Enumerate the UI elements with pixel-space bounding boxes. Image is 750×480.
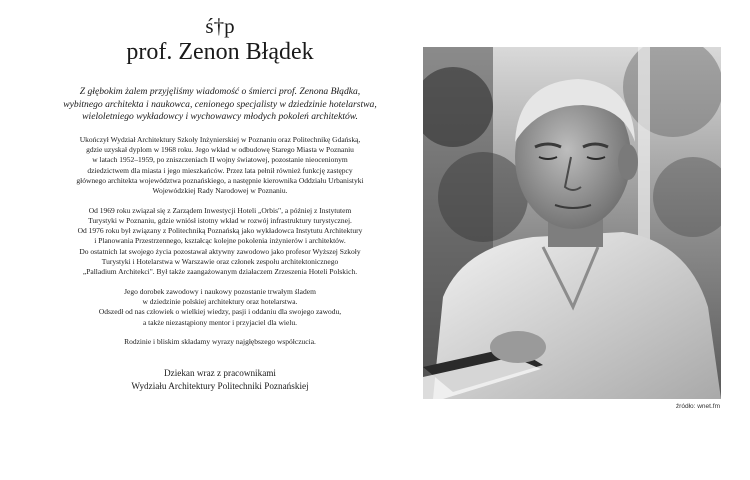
text-line: a także niezastąpiony mentor i przyjaciel dla wielu. xyxy=(142,317,298,327)
legacy-paragraph xyxy=(40,287,400,328)
text-line: w latach 1952–1959, po zniszczeniach II wojny światowej, pozostanie nieocenionym xyxy=(92,155,348,165)
biography-paragraph-1 xyxy=(40,135,400,197)
text-line: gdzie uzyskał dyplom w 1968 roku. Jego wkład w odbudowę Starego Miasta w Poznaniu xyxy=(86,145,354,155)
text-line: „Palladium Architekci". Był także zaangażowanym działaczem Zrzeszenia Hoteli Polskich. xyxy=(82,267,358,277)
lead-paragraph xyxy=(40,86,400,124)
memorial-symbol: ś†p xyxy=(205,14,235,38)
text-line: Ukończył Wydział Architektury Szkoły Inżynierskiej w Poznaniu oraz Politechnikę Gdańską, xyxy=(79,134,361,144)
text-line: Wojewódzkiej Rady Narodowej w Poznaniu. xyxy=(152,186,288,196)
text-line: Turystyki w Poznaniu, gdzie wniósł istotny wkład w rozwój infrastruktury turystycznej. xyxy=(88,215,352,225)
signature-block xyxy=(40,367,400,392)
biography-paragraph-2 xyxy=(40,206,400,278)
lead-line: Z głębokim żalem przyjęliśmy wiadomość o śmierci prof. Zenona Błądka, xyxy=(79,86,361,97)
text-line: Rodzinie i bliskim składamy wyrazy najgłębszego współczucia. xyxy=(124,336,316,346)
signature-line: Wydziału Architektury Politechniki Poznańskiej xyxy=(131,380,309,391)
lead-line: wybitnego architekta i naukowca, cenionego specjalisty w dziedzinie hotelarstwa, xyxy=(63,98,377,110)
signature-line: Dziekan wraz z pracownikami xyxy=(164,368,276,379)
text-line: Jego dorobek zawodowy i naukowy pozostanie trwałym śladem xyxy=(124,286,316,296)
text-line: dziedzictwem dla miasta i jego mieszkańców. Przez lata pełnił również funkcję zastępcy xyxy=(87,165,353,175)
text-line: głównego architekta województwa poznańskiego, a następnie kierownika Oddziału Urbanistyki xyxy=(76,175,364,185)
text-line: Turystyki i Hotelarstwa w Warszawie oraz członek zespołu architektonicznego xyxy=(101,257,339,267)
portrait-photo xyxy=(423,47,721,399)
photo-credit: źródło: wnet.fm xyxy=(675,403,720,410)
text-line: Od 1976 roku był związany z Politechniką Poznańską jako wykładowca Instytutu Architektury xyxy=(77,226,363,236)
text-line: Do ostatnich lat swojego życia pozostawał aktywny zawodowo jako profesor Wyższej Szkoły xyxy=(79,246,361,256)
text-line: Odszedł od nas człowiek o wielkiej wiedzy, pasji i oddaniu dla swojego zawodu, xyxy=(98,307,342,317)
text-line: Od 1969 roku związał się z Zarządem Inwestycji Hoteli „Orbis", a później z Instytutem xyxy=(88,205,352,215)
portrait-illustration xyxy=(423,47,721,399)
text-line: i Planowania Przestrzennego, kształcąc kolejne pokolenia inżynierów i architektów. xyxy=(94,236,346,246)
obituary-text-column xyxy=(40,14,400,392)
text-line: w dziedzinie polskiej architektury oraz hotelarstwa. xyxy=(142,296,298,306)
condolences-paragraph xyxy=(40,337,400,347)
deceased-name: prof. Zenon Błądek xyxy=(126,39,314,65)
lead-line: wieloletniego wykładowcy i wychowawcy młodych pokoleń architektów. xyxy=(82,111,358,123)
